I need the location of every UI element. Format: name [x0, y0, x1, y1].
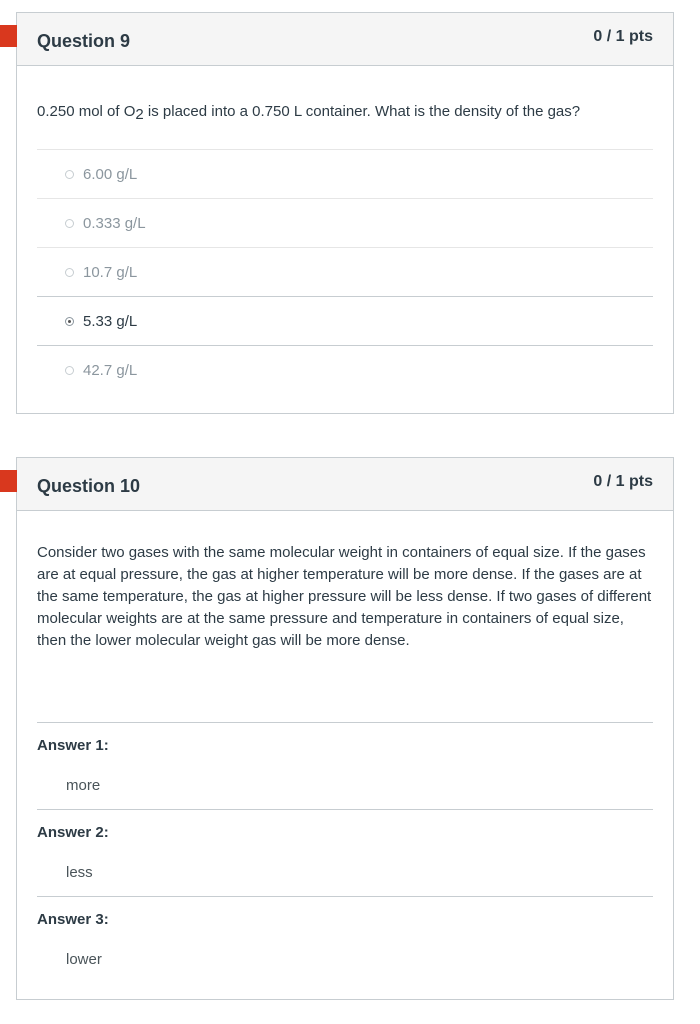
answer-blank	[37, 896, 653, 983]
question-9-card	[16, 12, 674, 414]
answer-option-label: 6.00 g/L	[83, 165, 138, 183]
question-header	[17, 13, 673, 66]
answer-label: Answer 1:	[37, 737, 109, 754]
answer-value: more	[66, 777, 101, 794]
answer-option-label: 0.333 g/L	[83, 214, 146, 232]
question-title: Question 9	[37, 31, 131, 51]
answer-option-label: 42.7 g/L	[83, 361, 138, 379]
answer-option-selected[interactable]	[37, 296, 653, 345]
question-header	[17, 458, 673, 511]
question-text-part: is placed into a 0.750 L container. What is the density of the gas?	[143, 103, 581, 120]
question-text: Consider two gases with the same molecular weight in containers of equal size. If the gases are at equal pressure, the gas at higher temperature will be more dense. If the gases are at the same temperature, the gas at higher pressure will be less dense. If two gases of different molecular weights are at the same pressure and temperature in containers of equal size, then the lower molecular weight gas will be more dense.	[37, 544, 652, 649]
question-points: 0 / 1 pts	[593, 28, 653, 45]
answer-option[interactable]	[37, 198, 653, 247]
answer-label: Answer 3:	[37, 911, 109, 928]
radio-selected-icon[interactable]	[65, 317, 74, 326]
answer-blank	[37, 722, 653, 809]
answer-option-label: 5.33 g/L	[83, 312, 138, 330]
radio-icon[interactable]	[65, 219, 74, 228]
question-title: Question 10	[37, 476, 141, 496]
answer-value: lower	[66, 951, 102, 968]
answer-option-label: 10.7 g/L	[83, 263, 138, 281]
fill-in-answers	[37, 722, 653, 983]
answer-option[interactable]	[37, 247, 653, 296]
radio-icon[interactable]	[65, 366, 74, 375]
answer-option[interactable]	[37, 345, 653, 394]
answer-options	[37, 149, 653, 394]
answer-label: Answer 2:	[37, 824, 109, 841]
question-text	[37, 101, 653, 126]
radio-icon[interactable]	[65, 268, 74, 277]
answer-option[interactable]	[37, 149, 653, 198]
question-10-card	[16, 457, 674, 1000]
question-points: 0 / 1 pts	[593, 473, 653, 490]
answer-value: less	[66, 864, 93, 881]
radio-icon[interactable]	[65, 170, 74, 179]
subscript: 2	[135, 106, 144, 123]
question-text-part: 0.250 mol of O	[37, 103, 136, 120]
answer-blank	[37, 809, 653, 896]
